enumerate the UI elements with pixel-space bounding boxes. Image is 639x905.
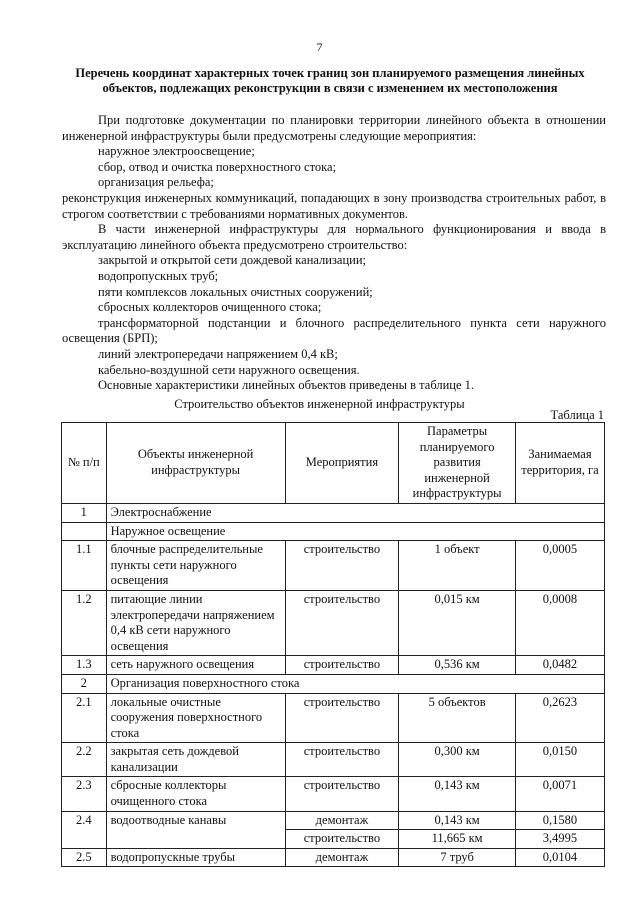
table-subsection-row	[62, 522, 605, 541]
table-row	[62, 777, 605, 811]
table-row	[62, 656, 605, 675]
col-header-parameters: Параметры планируемого развития инженерной инфраструктуры	[399, 423, 516, 504]
row-number: 1.1	[62, 541, 107, 591]
table-row	[62, 811, 605, 830]
row-number: 2.2	[62, 743, 107, 777]
row-number: 2.4	[62, 811, 107, 848]
page-title: Перечень координат характерных точек границ зон планируемого размещения линейных объектов, подлежащих реконструкции в связи с изменением их местоположения	[75, 66, 585, 95]
infrastructure-table	[61, 422, 605, 867]
list-item: линий электропередачи напряжением 0,4 кВ;	[98, 346, 338, 361]
area-cell: 3,4995	[515, 830, 604, 849]
action-cell: строительство	[285, 541, 399, 591]
empty-cell	[62, 522, 107, 541]
body-text	[62, 113, 606, 394]
object-cell: закрытая сеть дождевой канализации	[106, 743, 285, 777]
row-number: 2.5	[62, 848, 107, 867]
object-cell: водопропускные трубы	[106, 848, 285, 867]
section-title: Организация поверхностного стока	[106, 674, 604, 693]
area-cell: 0,0008	[515, 590, 604, 655]
parameter-cell: 0,143 км	[399, 811, 516, 830]
row-number: 2.3	[62, 777, 107, 811]
table-label: Таблица 1	[550, 408, 604, 422]
object-cell: локальные очистные сооружения поверхностного стока	[106, 693, 285, 743]
table-header-row	[62, 423, 605, 504]
subsection-title: Наружное освещение	[106, 522, 604, 541]
paragraph: В части инженерной инфраструктуры для нормального функционирования и ввода в эксплуатацию линейного объекта предусмотрено строительство:	[62, 222, 606, 252]
object-cell: водоотводные канавы	[106, 811, 285, 848]
col-header-number: № п/п	[62, 423, 107, 504]
row-number: 2.1	[62, 693, 107, 743]
list-item: наружное электроосвещение;	[98, 144, 255, 159]
list-item: водопропускных труб;	[98, 268, 219, 283]
parameter-cell: 7 труб	[399, 848, 516, 867]
table-row	[62, 541, 605, 591]
list-item: сбор, отвод и очистка поверхностного стока;	[98, 159, 337, 174]
table-row	[62, 590, 605, 655]
parameter-cell: 0,015 км	[399, 590, 516, 655]
action-cell: строительство	[285, 590, 399, 655]
action-cell: строительство	[285, 656, 399, 675]
list-item: кабельно-воздушной сети наружного освещения.	[98, 362, 360, 377]
section-title: Электроснабжение	[106, 503, 604, 522]
object-cell: сеть наружного освещения	[106, 656, 285, 675]
page-number: 7	[316, 40, 323, 54]
paragraph: При подготовке документации по планировки территории линейного объекта в отношении инженерной инфраструктуры были предусмотрены следующие мероприятия:	[62, 113, 606, 143]
table-row	[62, 743, 605, 777]
action-cell: строительство	[285, 693, 399, 743]
table-section-row	[62, 503, 605, 522]
list-item: пяти комплексов локальных очистных сооружений;	[98, 284, 373, 299]
col-header-area: Занимаемая территория, га	[515, 423, 604, 504]
area-cell: 0,0482	[515, 656, 604, 675]
action-cell: демонтаж	[285, 811, 399, 830]
table-row	[62, 848, 605, 867]
list-item: сбросных коллекторов очищенного стока;	[98, 300, 322, 315]
area-cell: 0,1580	[515, 811, 604, 830]
action-cell: строительство	[285, 777, 399, 811]
list-item: Основные характеристики линейных объектов приведены в таблице 1.	[98, 378, 475, 393]
area-cell: 0,0104	[515, 848, 604, 867]
action-cell: демонтаж	[285, 848, 399, 867]
parameter-cell: 0,536 км	[399, 656, 516, 675]
object-cell: питающие линии электропередачи напряжением 0,4 кВ сети наружного освещения	[106, 590, 285, 655]
area-cell: 0,2623	[515, 693, 604, 743]
row-number: 2	[62, 674, 107, 693]
parameter-cell: 1 объект	[399, 541, 516, 591]
object-cell: сбросные коллекторы очищенного стока	[106, 777, 285, 811]
table-caption: Строительство объектов инженерной инфраструктуры	[174, 397, 465, 411]
action-cell: строительство	[285, 830, 399, 849]
table-section-row	[62, 674, 605, 693]
row-number: 1.2	[62, 590, 107, 655]
paragraph: трансформаторной подстанции и блочного распределительного пункта сети наружного освещения (БРП);	[62, 315, 606, 346]
parameter-cell: 0,143 км	[399, 777, 516, 811]
col-header-object: Объекты инженерной инфраструктуры	[106, 423, 285, 504]
area-cell: 0,0071	[515, 777, 604, 811]
row-number: 1.3	[62, 656, 107, 675]
list-item: закрытой и открытой сети дождевой канализации;	[98, 253, 366, 268]
table-row	[62, 693, 605, 743]
col-header-action: Мероприятия	[285, 423, 399, 504]
parameter-cell: 5 объектов	[399, 693, 516, 743]
object-cell: блочные распределительные пункты сети наружного освещения	[106, 541, 285, 591]
paragraph: реконструкция инженерных коммуникаций, попадающих в зону производства строительных работ, в строгом соответствии с требованиями нормативных документов.	[62, 190, 606, 221]
row-number: 1	[62, 503, 107, 522]
parameter-cell: 11,665 км	[399, 830, 516, 849]
area-cell: 0,0150	[515, 743, 604, 777]
parameter-cell: 0,300 км	[399, 743, 516, 777]
action-cell: строительство	[285, 743, 399, 777]
area-cell: 0,0005	[515, 541, 604, 591]
list-item: организация рельефа;	[98, 175, 214, 190]
